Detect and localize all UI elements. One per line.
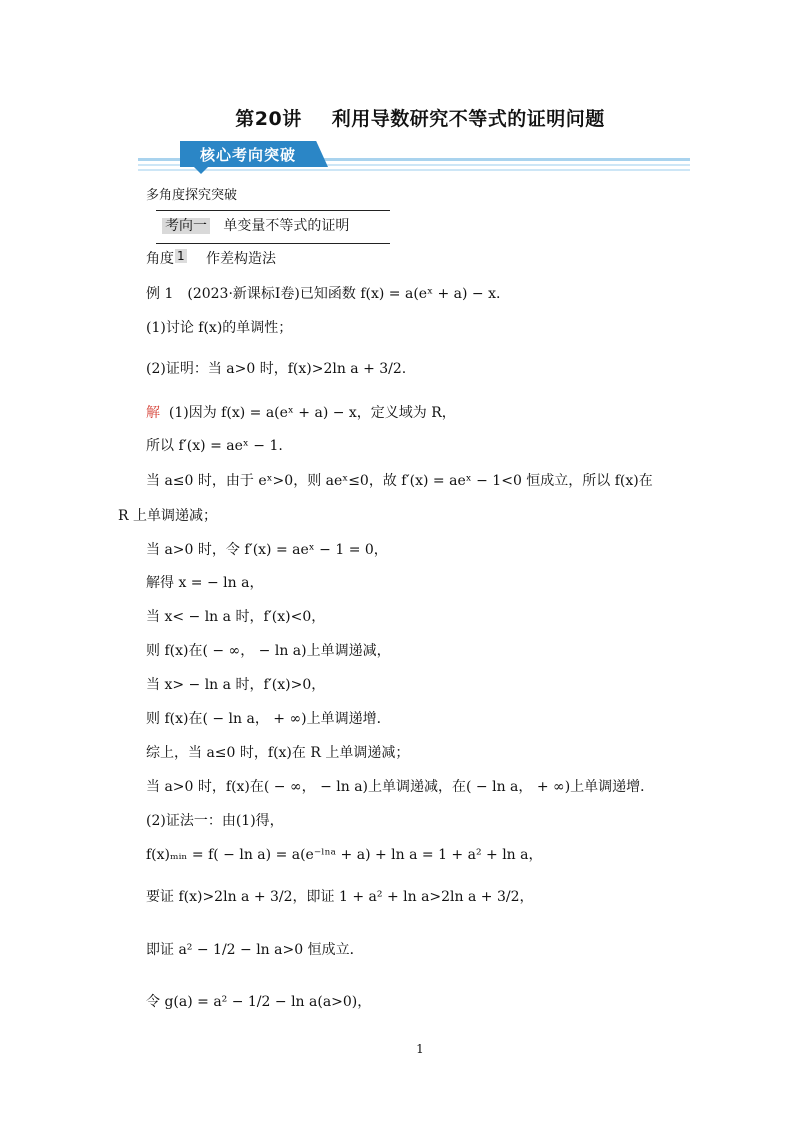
text-line: 令 g(a) = a² − 1/2 − ln a(a>0)， — [146, 994, 372, 1010]
question-2: (2)证明：当 a>0 时，f(x)>2ln a + 3/2. — [146, 361, 407, 377]
text-line: 当 x> − ln a 时，f′(x)>0， — [146, 677, 326, 693]
angle-method: 作差构造法 — [206, 251, 276, 267]
text-line: 则 f(x)在( − ln a， + ∞)上单调递增． — [146, 711, 391, 727]
lecture-topic: 利用导数研究不等式的证明问题 — [331, 108, 605, 130]
section-banner — [138, 140, 690, 174]
text-line: R 上单调递减； — [118, 508, 217, 524]
angle-prefix: 角度 — [146, 251, 174, 267]
question-1: (1)讨论 f(x)的单调性； — [146, 320, 293, 336]
lecture-number: 第20讲 — [235, 108, 302, 130]
topic-title: 单变量不等式的证明 — [223, 218, 350, 234]
text-line: 当 a≤0 时，由于 eˣ>0，则 aeˣ≤0，故 f′(x) = aeˣ − 1<0 恒成立，所以 f(x)在 — [146, 473, 653, 489]
text-line: 综上，当 a≤0 时，f(x)在 R 上单调递减； — [146, 745, 410, 761]
text-line: 当 a>0 时，令 f′(x) = aeˣ − 1 = 0， — [146, 542, 388, 558]
topic-rule-top — [156, 210, 390, 211]
text-line: 所以 f′(x) = aeˣ − 1. — [146, 438, 283, 454]
angle-heading — [146, 249, 276, 269]
text-line: 要证 f(x)>2ln a + 3/2，即证 1 + a² + ln a>2ln a + 3/2， — [146, 889, 534, 905]
solution-label: 解 — [146, 405, 160, 421]
text-line: 解得 x = − ln a， — [146, 575, 264, 591]
section-heading: 多角度探究突破 — [146, 188, 238, 203]
topic-tag: 考向一 — [162, 218, 210, 234]
text-line: 即证 a² − 1/2 − ln a>0 恒成立． — [146, 942, 364, 958]
banner-label: 核心考向突破 — [200, 146, 297, 164]
text-line: f(x)ₘᵢₙ = f( − ln a) = a(e⁻ˡⁿᵃ + a) + ln a = 1 + a² + ln a， — [146, 847, 543, 863]
topic-rule-bottom — [156, 243, 390, 244]
angle-number: 1 — [177, 249, 185, 263]
page-number: 1 — [416, 1042, 424, 1056]
text-line: 当 x< − ln a 时，f′(x)<0， — [146, 609, 326, 625]
topic-box — [162, 216, 349, 236]
example-statement: 例 1 (2023·新课标Ⅰ卷)已知函数 f(x) = a(eˣ + a) − x. — [146, 286, 501, 302]
text-line: 则 f(x)在( − ∞， − ln a)上单调递减， — [146, 643, 391, 659]
solution-line: 解 (1)因为 f(x) = a(eˣ + a) − x，定义域为 R， — [146, 405, 456, 421]
text-line: 当 a>0 时，f(x)在( − ∞， − ln a)上单调递减，在( − ln a， + ∞)上单调递增． — [146, 779, 655, 795]
text-line: (2)证法一：由(1)得， — [146, 813, 284, 829]
page-title — [0, 104, 794, 131]
